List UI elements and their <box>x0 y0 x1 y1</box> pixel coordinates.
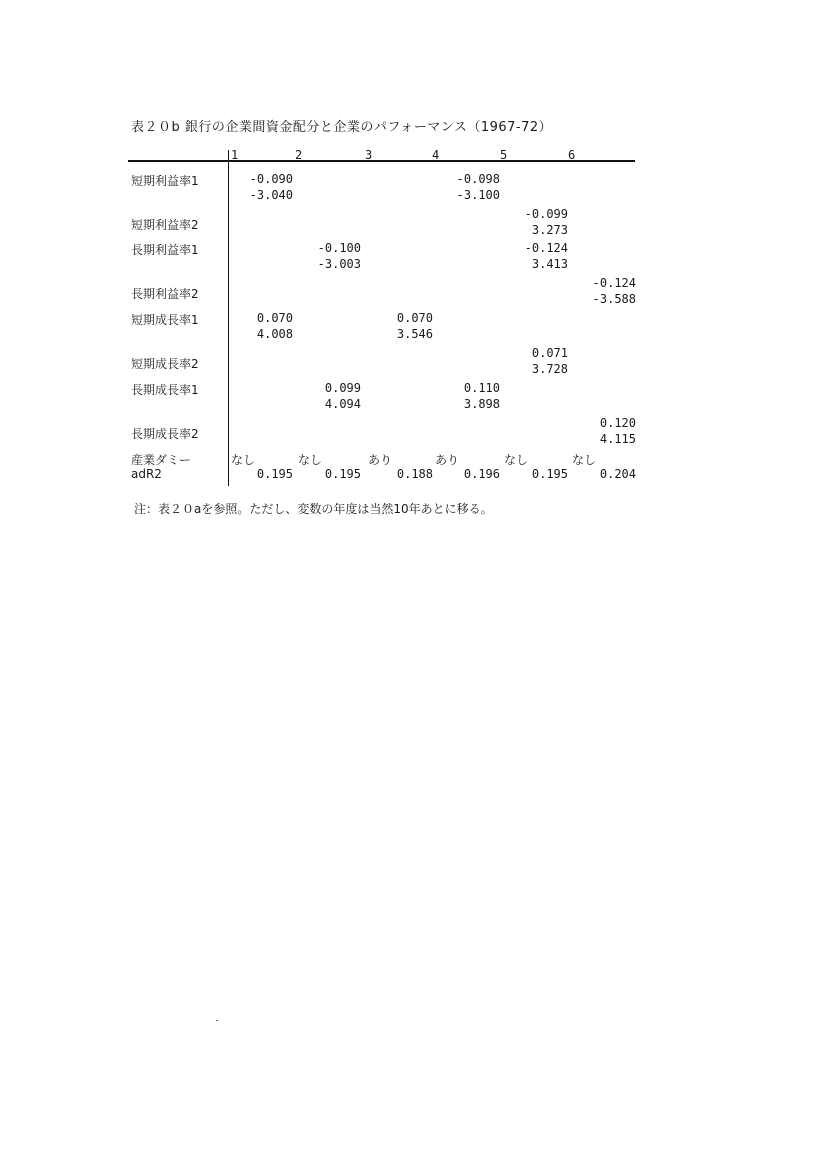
table-vertical-rule <box>228 150 229 486</box>
row-label: 長期成長率1 <box>131 383 199 397</box>
adjr2-value: 0.188 <box>396 467 433 481</box>
adjr2-value: 0.195 <box>324 467 361 481</box>
row-label: 長期利益率1 <box>131 243 199 257</box>
t-value: 4.094 <box>324 397 361 411</box>
t-value: 3.898 <box>463 397 500 411</box>
dummy-value: なし <box>231 453 256 467</box>
t-value: 4.115 <box>599 432 636 446</box>
coefficient-value: -0.124 <box>592 276 636 290</box>
scan-speck <box>216 1020 218 1021</box>
row-label: 長期利益率2 <box>131 287 199 301</box>
t-value: -3.040 <box>249 188 293 202</box>
column-header: 2 <box>295 148 303 162</box>
coefficient-value: -0.099 <box>524 207 568 221</box>
table-top-rule <box>128 160 635 162</box>
coefficient-value: 0.120 <box>599 416 636 430</box>
adjr2-value: 0.196 <box>463 467 500 481</box>
coefficient-value: -0.098 <box>456 172 500 186</box>
coefficient-value: -0.100 <box>317 241 361 255</box>
t-value: -3.100 <box>456 188 500 202</box>
t-value: 3.728 <box>531 362 568 376</box>
table-note: 注：表２０aを参照。ただし、変数の年度は当然10年あとに移る。 <box>134 502 493 516</box>
row-label: 長期成長率2 <box>131 427 199 441</box>
coefficient-value: -0.124 <box>524 241 568 255</box>
dummy-value: なし <box>298 453 323 467</box>
adjr2-value: 0.195 <box>531 467 568 481</box>
coefficient-value: 0.070 <box>256 311 293 325</box>
t-value: 3.413 <box>531 257 568 271</box>
t-value: 4.008 <box>256 327 293 341</box>
row-label: 短期成長率1 <box>131 313 199 327</box>
table-title: 表２０b 銀行の企業間資金配分と企業のパフォーマンス（1967-72） <box>131 120 553 135</box>
dummy-value: なし <box>572 453 597 467</box>
column-header: 4 <box>432 148 440 162</box>
dummy-label: 産業ダミー <box>131 453 192 467</box>
coefficient-value: 0.071 <box>531 346 568 360</box>
column-header: 1 <box>231 148 239 162</box>
dummy-value: なし <box>504 453 529 467</box>
t-value: 3.546 <box>396 327 433 341</box>
coefficient-value: 0.099 <box>324 381 361 395</box>
dummy-value: あり <box>368 453 393 467</box>
column-header: 5 <box>500 148 508 162</box>
t-value: -3.003 <box>317 257 361 271</box>
regression-table <box>128 145 638 490</box>
coefficient-value: 0.110 <box>463 381 500 395</box>
column-header: 6 <box>568 148 576 162</box>
coefficient-value: -0.090 <box>249 172 293 186</box>
dummy-value: あり <box>435 453 460 467</box>
row-label: 短期成長率2 <box>131 357 199 371</box>
adjr2-label: adR2 <box>131 467 162 481</box>
t-value: -3.588 <box>592 292 636 306</box>
adjr2-value: 0.195 <box>256 467 293 481</box>
t-value: 3.273 <box>531 223 568 237</box>
coefficient-value: 0.070 <box>396 311 433 325</box>
row-label: 短期利益率1 <box>131 174 199 188</box>
adjr2-value: 0.204 <box>599 467 636 481</box>
row-label: 短期利益率2 <box>131 218 199 232</box>
column-header: 3 <box>365 148 373 162</box>
